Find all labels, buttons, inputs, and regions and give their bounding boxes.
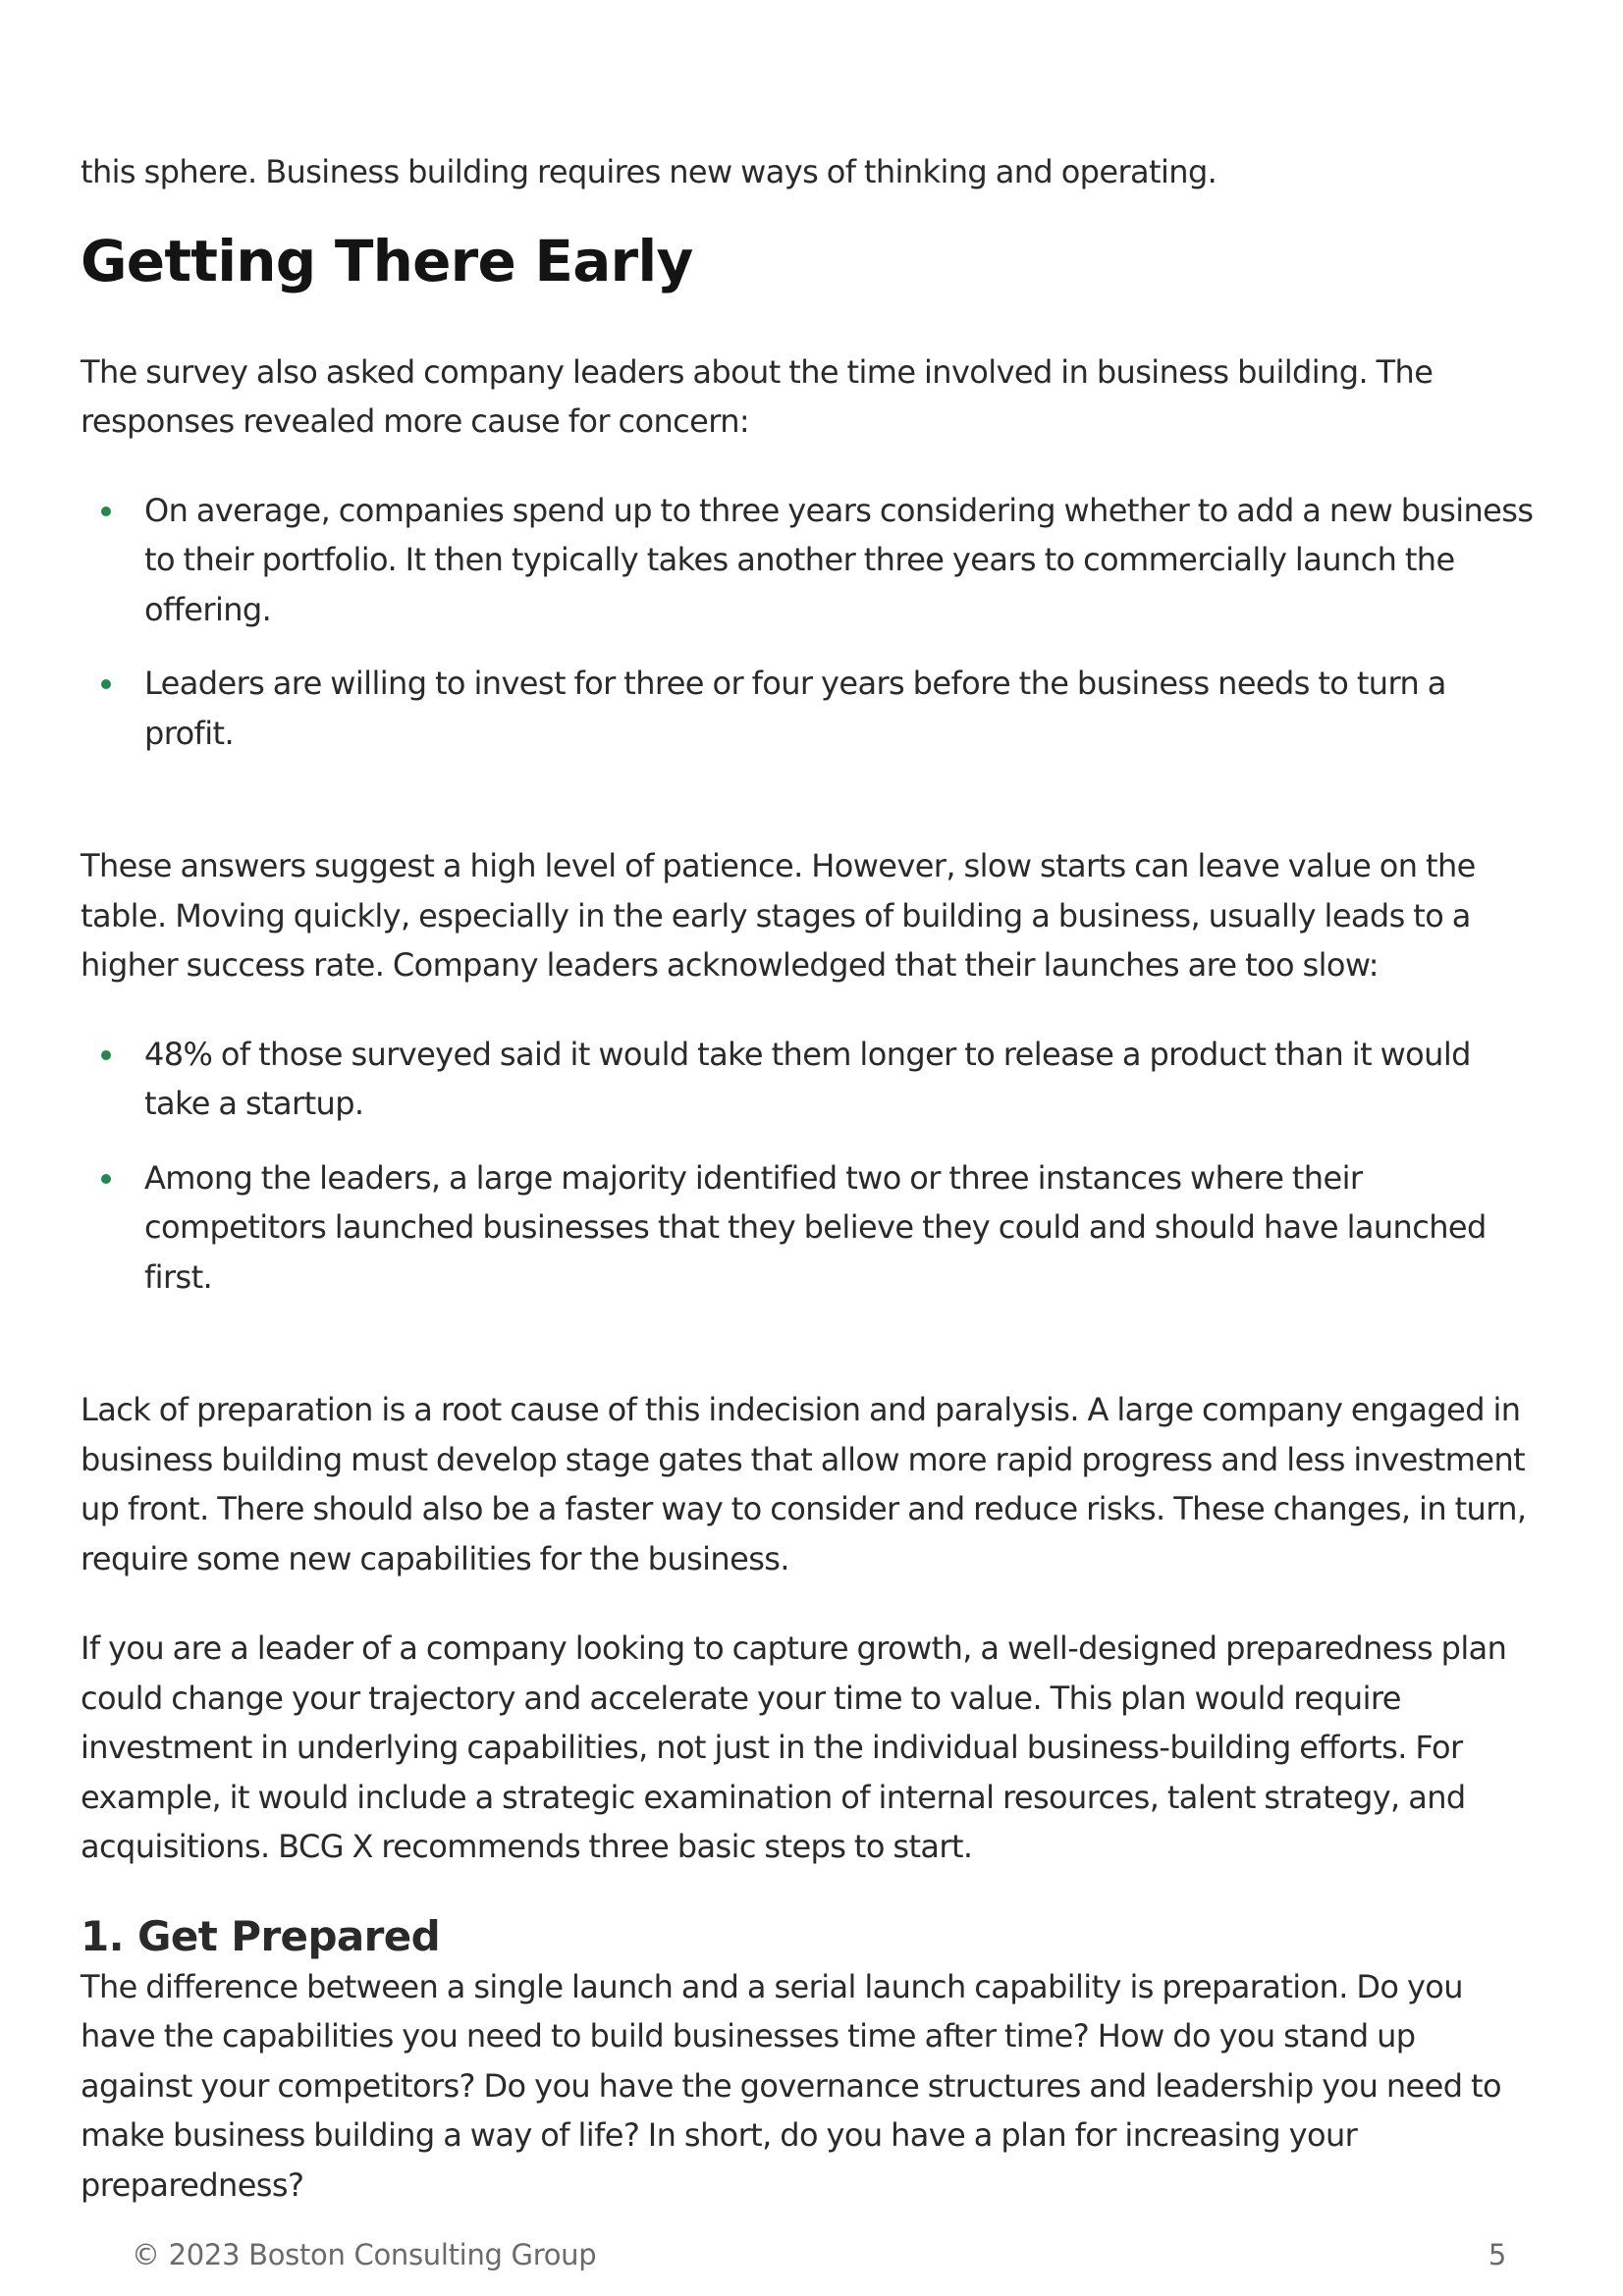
page-content <box>81 147 1534 2210</box>
bullet-icon <box>101 1174 111 1184</box>
bullet-icon <box>101 1050 111 1060</box>
footer-copyright: © 2023 Boston Consulting Group <box>132 2238 597 2271</box>
bullet-icon <box>101 507 111 516</box>
paragraph-get-prepared: The difference between a single launch and a serial launch capability is preparation. Do you have the capabilities you need to build businesses time after time? How do you stand up against your competitors? Do you have the governance structures and leadership you need to make business building a way of life? In short, do you have a plan for increasing your preparedness? <box>81 1967 1501 2204</box>
paragraph-preparation: Lack of preparation is a root cause of this indecision and paralysis. A large company engaged in business building must develop stage gates that allow more rapid progress and less investment up front. There should also be a faster way to consider and reduce risks. These changes, in turn, require some new capabilities for the business. <box>81 1391 1527 1577</box>
list-launch-speed <box>81 1030 1534 1303</box>
bullet-icon <box>101 679 111 689</box>
section-title: Getting There Early <box>81 227 693 294</box>
page-number: 5 <box>1488 2238 1506 2271</box>
list-survey-findings <box>81 486 1534 759</box>
list-item: 48% of those surveyed said it would take them longer to release a product than it would take a startup. <box>81 1030 1534 1129</box>
list-item: Among the leaders, a large majority identified two or three instances where their competitors launched businesses that they believe they could and should have launched first. <box>81 1153 1534 1303</box>
paragraph-survey-time: The survey also asked company leaders about the time involved in business building. The responses revealed more cause for concern: <box>81 352 1434 440</box>
list-item: Leaders are willing to invest for three or four years before the business needs to turn a profit. <box>81 659 1534 758</box>
intro-tail-text: this sphere. Business building requires new ways of thinking and operating. <box>81 153 1217 190</box>
list-item: On average, companies spend up to three years considering whether to add a new business to their portfolio. It then typically takes another three years to commercially launch the offering. <box>81 486 1534 635</box>
paragraph-preparedness-plan: If you are a leader of a company looking to capture growth, a well-designed preparedness plan could change your trajectory and accelerate your time to value. This plan would require investment in underlying capabilities, not just in the individual business-building efforts. For example, it would include a strategic examination of internal resources, talent strategy, and acquisitions. BCG X recommends three basic steps to start. <box>81 1629 1507 1865</box>
subsection-title: 1. Get Prepared <box>81 1911 441 1960</box>
paragraph-patience: These answers suggest a high level of patience. However, slow starts can leave value on the table. Moving quickly, especially in the early stages of building a business, usually leads to a higher success rate. Company leaders acknowledged that their launches are too slow: <box>81 847 1476 984</box>
